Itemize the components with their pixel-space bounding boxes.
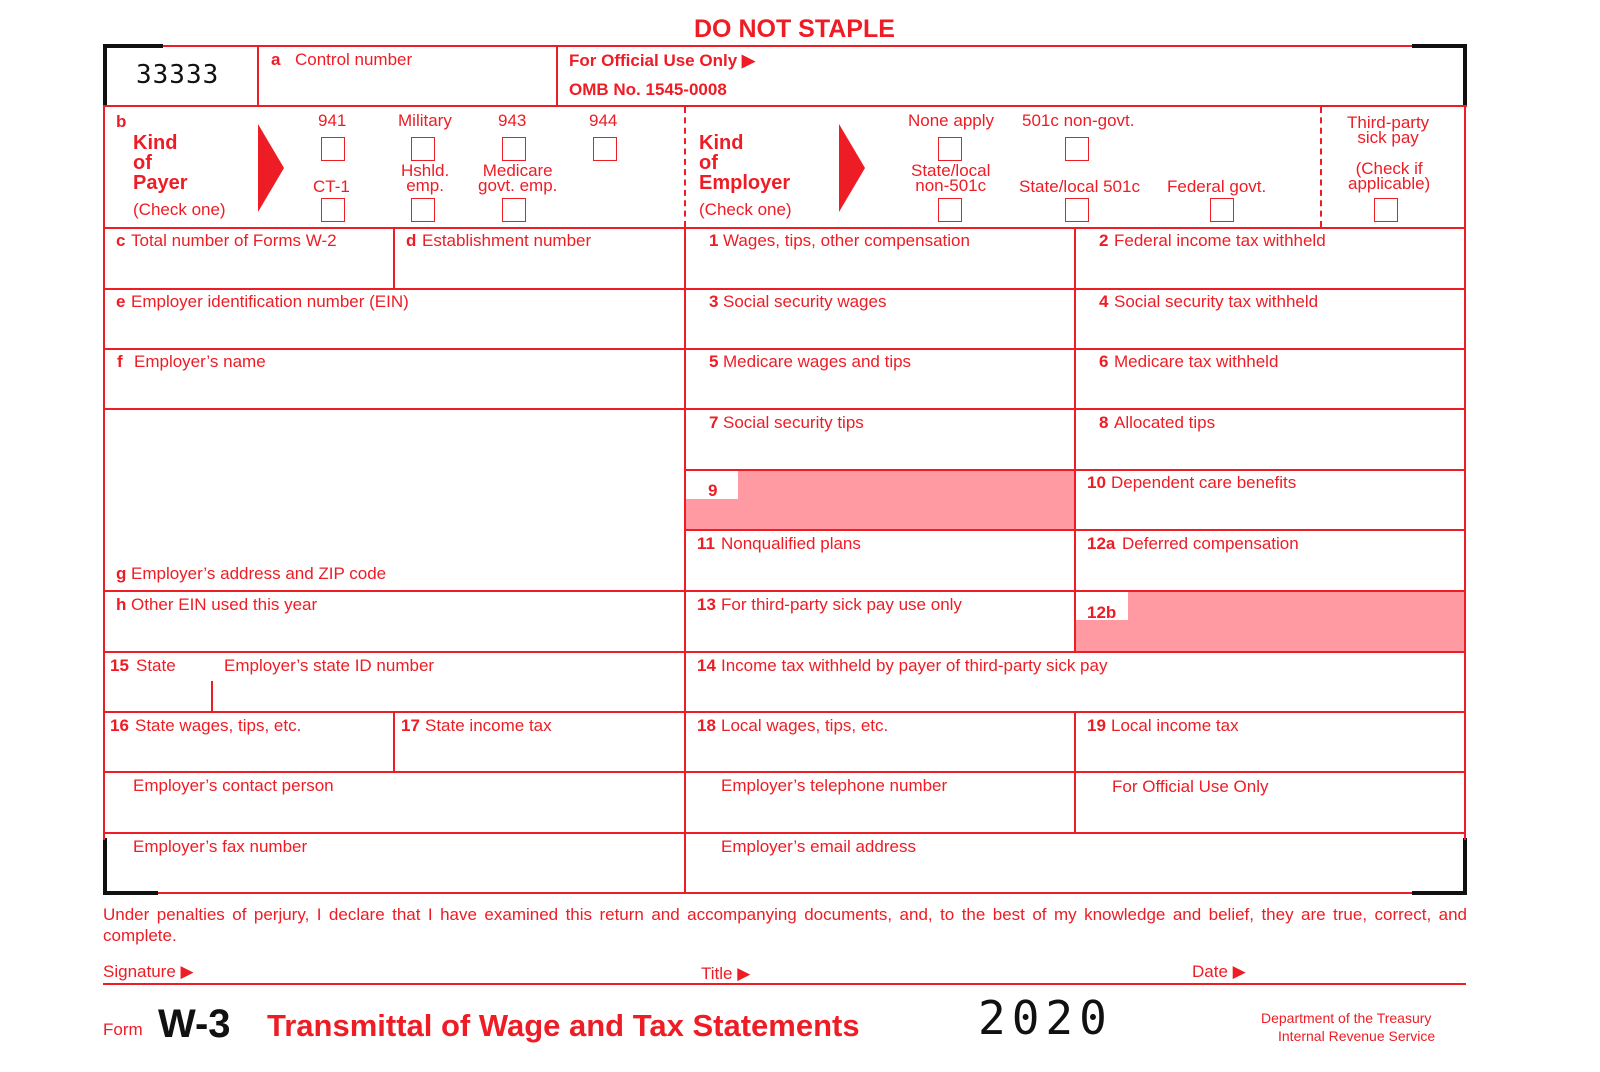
box-g-number: g (116, 564, 127, 583)
kind-of-employer-title-2: of (699, 152, 718, 174)
box-2-label: Federal income tax withheld (1114, 231, 1326, 250)
official-use-only-label: For Official Use Only (1112, 777, 1269, 796)
signature-label: Signature ▶ (103, 962, 194, 981)
employer-501c-nongovt-checkbox[interactable] (1065, 137, 1089, 161)
box-19-label: Local income tax (1111, 716, 1239, 735)
third-party-income-tax-field[interactable] (687, 675, 1462, 709)
payer-option-medicare-label: Medicare govt. emp. (478, 161, 558, 195)
employer-name-field[interactable] (106, 371, 682, 406)
box-d-number: d (406, 231, 417, 250)
email-label: Employer’s email address (721, 837, 916, 856)
local-income-tax-field[interactable] (1077, 735, 1462, 769)
box-h-number: h (116, 595, 127, 614)
employer-none-apply-checkbox[interactable] (938, 137, 962, 161)
box-1-number: 1 (709, 231, 719, 250)
total-forms-w2-field[interactable] (106, 250, 391, 286)
email-field[interactable] (687, 857, 1462, 890)
box-6-label: Medicare tax withheld (1114, 352, 1279, 371)
kind-of-payer-title-3: Payer (133, 172, 188, 194)
third-party-sick-pay-field[interactable] (687, 614, 1072, 649)
box-7-label: Social security tips (723, 413, 864, 432)
box-4-label: Social security tax withheld (1114, 292, 1319, 311)
employer-arrow-icon (837, 124, 867, 212)
employer-option-federal-label: Federal govt. (1167, 177, 1267, 196)
contact-person-field[interactable] (106, 796, 682, 830)
department-treasury: Department of the Treasury (1261, 1010, 1432, 1026)
signature-field[interactable] (205, 958, 685, 982)
form-name: W-3 (158, 1002, 231, 1046)
official-use-label: For Official Use Only ▶ (569, 51, 755, 70)
social-security-tips-field[interactable] (687, 432, 1072, 467)
box-5-label: Medicare wages and tips (723, 352, 912, 371)
payer-943-checkbox[interactable] (502, 137, 526, 161)
kind-of-employer-title-3: Employer (699, 172, 791, 194)
box-1-label: Wages, tips, other compensation (723, 231, 970, 250)
box-11-label: Nonqualified plans (721, 534, 861, 553)
box-f-label: Employer’s name (134, 352, 266, 371)
box-2-number: 2 (1099, 231, 1109, 250)
employer-option-statelocal-non501c-label: State/local non-501c (911, 161, 991, 195)
state-field[interactable] (106, 680, 209, 709)
box-3-label: Social security wages (723, 292, 887, 311)
box-12a-number: 12a (1087, 534, 1116, 553)
box-12b-number: 12b (1087, 603, 1117, 622)
form-year: 2020 (978, 991, 1113, 1045)
ein-field[interactable] (106, 311, 682, 346)
payer-medicare-checkbox[interactable] (502, 198, 526, 222)
perjury-statement: Under penalties of perjury, I declare that I have examined this return and accompanying documents, and, to the best of my knowledge and belief, they are true, correct, and complete. (103, 905, 1467, 945)
federal-tax-withheld-field[interactable] (1077, 250, 1462, 286)
box-8-number: 8 (1099, 413, 1109, 432)
box-18-label: Local wages, tips, etc. (721, 716, 889, 735)
social-security-wages-field[interactable] (687, 311, 1072, 346)
telephone-field[interactable] (687, 796, 1072, 830)
date-field[interactable] (1253, 958, 1463, 982)
box-17-label: State income tax (425, 716, 552, 735)
employer-option-statelocal-501c-label: State/local 501c (1019, 177, 1140, 196)
payer-941-checkbox[interactable] (321, 137, 345, 161)
date-label: Date ▶ (1192, 962, 1246, 981)
wages-field[interactable] (687, 250, 1072, 286)
payer-hshld-checkbox[interactable] (411, 198, 435, 222)
box-11-number: 11 (697, 534, 715, 553)
payer-ct1-checkbox[interactable] (321, 198, 345, 222)
medicare-wages-field[interactable] (687, 371, 1072, 406)
box-14-number: 14 (697, 656, 716, 675)
box-h-label: Other EIN used this year (131, 595, 318, 614)
payer-option-944-label: 944 (589, 111, 618, 130)
box-9-number: 9 (708, 481, 718, 500)
box-18-number: 18 (697, 716, 716, 735)
state-id-field[interactable] (215, 680, 682, 709)
box-e-label: Employer identification number (EIN) (131, 292, 409, 311)
internal-revenue-service: Internal Revenue Service (1278, 1028, 1436, 1044)
control-number-letter: a (271, 50, 281, 69)
box-f-number: f (117, 352, 123, 371)
social-security-tax-field[interactable] (1077, 311, 1462, 346)
box-8-label: Allocated tips (1114, 413, 1216, 432)
third-party-sick-pay-label: Third-party sick pay (1347, 113, 1430, 147)
box-13-label: For third-party sick pay use only (721, 595, 962, 614)
payer-arrow-icon (256, 124, 286, 212)
employer-check-one: (Check one) (699, 200, 792, 219)
box-17-number: 17 (401, 716, 420, 735)
fax-label: Employer’s fax number (133, 837, 308, 856)
box-3-number: 3 (709, 292, 719, 311)
box-12a-label: Deferred compensation (1122, 534, 1299, 553)
medicare-tax-field[interactable] (1077, 371, 1462, 406)
control-number-label: Control number (295, 50, 413, 69)
box-15-number: 15 (110, 656, 129, 675)
payer-944-checkbox[interactable] (593, 137, 617, 161)
form-word: Form (103, 1020, 143, 1039)
box-6-number: 6 (1099, 352, 1109, 371)
third-party-sick-pay-checkbox[interactable] (1374, 198, 1398, 222)
payer-option-military-label: Military (398, 111, 452, 130)
third-party-check-note: (Check if applicable) (1348, 159, 1431, 193)
box-c-number: c (116, 231, 126, 250)
nonqualified-plans-field[interactable] (687, 553, 1072, 588)
other-ein-field[interactable] (106, 614, 682, 649)
fax-field[interactable] (106, 857, 682, 890)
establishment-number-field[interactable] (396, 250, 682, 286)
payer-option-943-label: 943 (498, 111, 527, 130)
payer-option-941-label: 941 (318, 111, 347, 130)
box-c-label: Total number of Forms W-2 (131, 231, 337, 250)
allocated-tips-field[interactable] (1077, 432, 1462, 467)
box-15-sub-label: Employer’s state ID number (224, 656, 435, 675)
box-4-number: 4 (1099, 292, 1109, 311)
employer-federal-govt-checkbox[interactable] (1210, 198, 1234, 222)
box-5-number: 5 (709, 352, 719, 371)
kind-of-payer-title-1: Kind (133, 132, 178, 154)
box-16-number: 16 (110, 716, 129, 735)
payer-check-one: (Check one) (133, 200, 226, 219)
dependent-care-field[interactable] (1077, 492, 1462, 527)
payer-option-ct1-label: CT-1 (313, 177, 350, 196)
box-d-label: Establishment number (422, 231, 592, 250)
box-13-number: 13 (697, 595, 716, 614)
kind-of-payer-title-2: of (133, 152, 152, 174)
employer-address-field[interactable] (106, 411, 682, 561)
employer-option-501c-label: 501c non-govt. (1022, 111, 1135, 130)
form-title: Transmittal of Wage and Tax Statements (267, 1008, 860, 1043)
payer-option-hshld-label: Hshld. emp. (401, 161, 450, 195)
form-code: 33333 (136, 60, 220, 90)
title-label: Title ▶ (701, 964, 751, 983)
box-10-number: 10 (1087, 473, 1106, 492)
box-14-label: Income tax withheld by payer of third-party sick pay (721, 656, 1108, 675)
do-not-staple-notice: DO NOT STAPLE (694, 15, 895, 43)
employer-option-none-label: None apply (908, 111, 995, 130)
payer-military-checkbox[interactable] (411, 137, 435, 161)
title-field[interactable] (758, 958, 1178, 982)
local-wages-field[interactable] (687, 735, 1072, 769)
control-number-field[interactable] (262, 72, 552, 102)
contact-person-label: Employer’s contact person (133, 776, 334, 795)
state-income-tax-field[interactable] (396, 735, 682, 769)
box-16-label: State wages, tips, etc. (135, 716, 302, 735)
box-g-label: Employer’s address and ZIP code (131, 564, 387, 583)
box-15-label: State (136, 656, 176, 675)
omb-number: OMB No. 1545-0008 (569, 80, 727, 99)
box-19-number: 19 (1087, 716, 1106, 735)
box-e-number: e (116, 292, 126, 311)
employer-statelocal-501c-checkbox[interactable] (1065, 198, 1089, 222)
employer-statelocal-non501c-checkbox[interactable] (938, 198, 962, 222)
box-10-label: Dependent care benefits (1111, 473, 1297, 492)
box-7-number: 7 (709, 413, 719, 432)
kind-of-employer-title-1: Kind (699, 132, 744, 154)
telephone-label: Employer’s telephone number (721, 776, 948, 795)
state-wages-field[interactable] (106, 735, 391, 769)
deferred-compensation-field[interactable] (1077, 553, 1462, 588)
box-b-letter: b (116, 112, 127, 131)
